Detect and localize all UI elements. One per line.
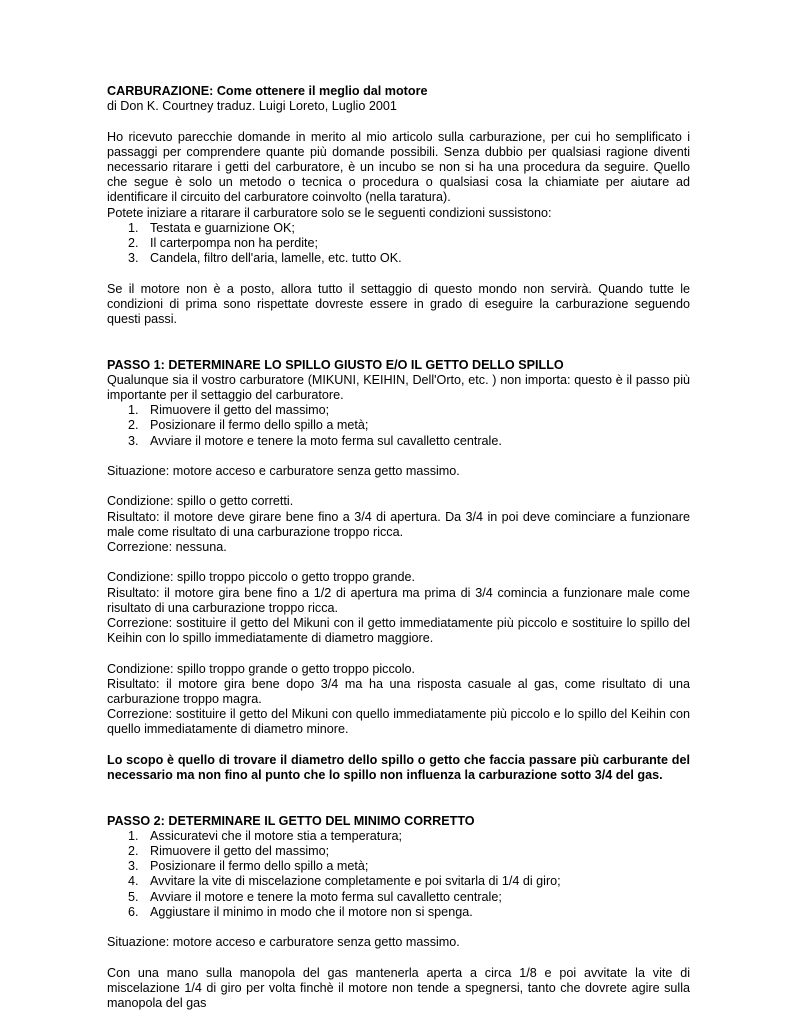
step2-list bbox=[107, 829, 690, 920]
list-item: 4. Avvitare la vite di miscelazione completamente e poi svitarla di 1/4 di giro; bbox=[128, 874, 561, 889]
conditions-list bbox=[107, 221, 690, 267]
case-b-result: Risultato: il motore gira bene fino a 1/2 di apertura ma prima di 3/4 comincia a funzionare male come risultato di una carburazione troppo ricca. bbox=[107, 585, 690, 615]
list-item: 3. Avviare il motore e tenere la moto ferma sul cavalletto centrale. bbox=[128, 433, 502, 448]
case-a-result: Risultato: il motore deve girare bene fino a 3/4 di apertura. Da 3/4 in poi deve cominciare a funzionare male come risultato di una carburazione troppo ricca. bbox=[107, 509, 690, 539]
list-item: 5. Avviare il motore e tenere la moto ferma sul cavalletto centrale; bbox=[128, 889, 502, 904]
document-author: di Don K. Courtney traduz. Luigi Loreto, Luglio 2001 bbox=[107, 99, 397, 114]
list-item: 1. Testata e guarnizione OK; bbox=[128, 220, 295, 235]
case-b-correction: Correzione: sostituire il getto del Mikuni con il getto immediatamente più piccolo e sostituire lo spillo del Keihin con lo spillo immediatamente di diametro maggiore. bbox=[107, 616, 690, 646]
case-c-condition: Condizione: spillo troppo grande o getto troppo piccolo. bbox=[107, 661, 416, 676]
list-item: 3. Candela, filtro dell'aria, lamelle, etc. tutto OK. bbox=[128, 251, 402, 266]
list-item: 2. Rimuovere il getto del massimo; bbox=[128, 844, 330, 859]
intro-paragraph: Ho ricevuto parecchie domande in merito al mio articolo sulla carburazione, per cui ho semplificato i passaggi per comprendere quante più domande possibili. Senza dubbio per qualsiasi ragione diventi necessario ritarare i getti del carburatore, è un incubo se non si ha una procedura da seguire. Quello che segue è solo un metodo o tecnica o procedura o qualsiasi cosa la chiamiate per aiutare ad identificare il circuito del carburatore coinvolto (nella taratura). bbox=[107, 129, 690, 205]
conditions-note: Se il motore non è a posto, allora tutto il settaggio di questo mondo non servirà. Quando tutte le condizioni di prima sono rispettate dovreste essere in grado di eseguire la carburazione seguendo questi passi. bbox=[107, 281, 690, 327]
step1-list bbox=[107, 403, 690, 449]
document-page bbox=[107, 84, 690, 1011]
step1-intro: Qualunque sia il vostro carburatore (MIKUNI, KEIHIN, Dell'Orto, etc. ) non importa: questo è il passo più importante per il settaggio del carburatore. bbox=[107, 372, 690, 403]
step1-situation: Situazione: motore acceso e carburatore senza getto massimo. bbox=[107, 464, 460, 479]
step1-heading: PASSO 1: DETERMINARE LO SPILLO GIUSTO E/O IL GETTO DELLO SPILLO bbox=[107, 357, 564, 372]
step2-heading: PASSO 2: DETERMINARE IL GETTO DEL MINIMO CORRETTO bbox=[107, 813, 475, 828]
case-c-result: Risultato: il motore gira bene dopo 3/4 ma ha una risposta casuale al gas, come risultato di una carburazione troppo magra. bbox=[107, 676, 690, 707]
list-item: 1. Rimuovere il getto del massimo; bbox=[128, 403, 330, 418]
list-item: 3. Posizionare il fermo dello spillo a metà; bbox=[128, 859, 369, 874]
step1-goal: Lo scopo è quello di trovare il diametro dello spillo o getto che faccia passare più carburante del necessario ma non fino al punto che lo spillo non influenza la carburazione sotto 3/4 del gas. bbox=[107, 752, 690, 783]
list-item: 1. Assicuratevi che il motore stia a temperatura; bbox=[128, 828, 402, 843]
case-c-correction: Correzione: sostituire il getto del Mikuni con quello immediatamente più piccolo e lo spillo del Keihin con quello immediatamente di diametro minore. bbox=[107, 707, 690, 737]
step2-paragraph: Con una mano sulla manopola del gas mantenerla aperta a circa 1/8 e poi avvitate la vite di miscelazione 1/4 di giro per volta finchè il motore non tende a spegnersi, tanto che dovrete agire sulla manopola del gas bbox=[107, 965, 690, 1011]
case-a-correction: Correzione: nessuna. bbox=[107, 540, 227, 555]
case-a-condition: Condizione: spillo o getto corretti. bbox=[107, 494, 294, 509]
list-item: 2. Posizionare il fermo dello spillo a metà; bbox=[128, 418, 369, 433]
conditions-intro: Potete iniziare a ritarare il carburatore solo se le seguenti condizioni sussistono: bbox=[107, 205, 552, 220]
document-title: CARBURAZIONE: Come ottenere il meglio dal motore bbox=[107, 84, 428, 98]
list-item: 2. Il carterpompa non ha perdite; bbox=[128, 236, 319, 251]
step2-situation: Situazione: motore acceso e carburatore senza getto massimo. bbox=[107, 935, 460, 950]
list-item: 6. Aggiustare il minimo in modo che il motore non si spenga. bbox=[128, 904, 473, 919]
case-b-condition: Condizione: spillo troppo piccolo o getto troppo grande. bbox=[107, 570, 416, 585]
